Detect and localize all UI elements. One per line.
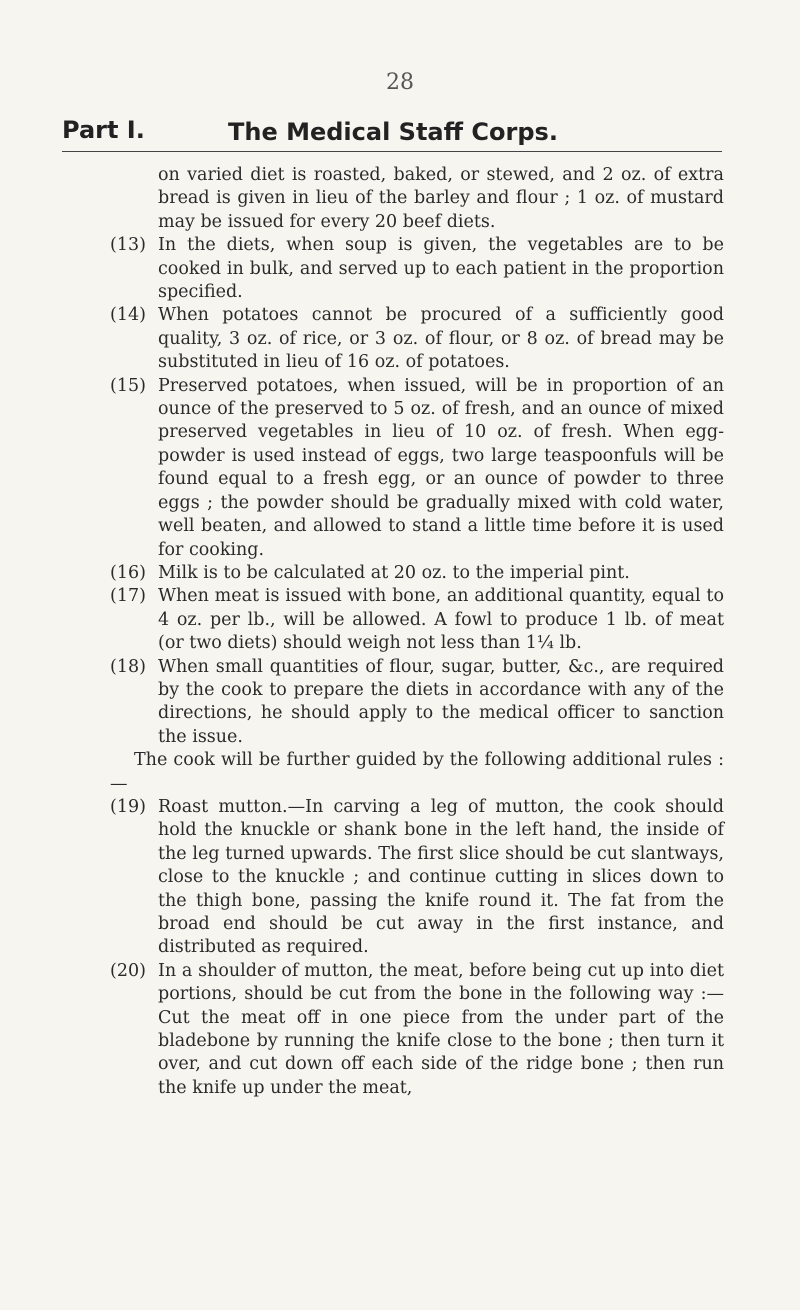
paragraph-text: In a shoulder of mutton, the meat, before being cut up into diet portions, should be cut from the bone in the following way :—Cut the meat off in one piece from the under part of the bladebone by running the knife close to the bone ; then turn it over, and cut down off each side of the ridge bone ; then run the knife up under the meat, — [158, 960, 724, 1098]
paragraph-text: In the diets, when soup is given, the vegetables are to be cooked in bulk, and served up to each patient in the proportion specified. — [158, 235, 724, 303]
paragraph-number: (14) — [110, 305, 146, 326]
paragraph-number: (19) — [110, 796, 146, 817]
paragraph-18 — [0, 656, 724, 750]
paragraph-text: Milk is to be calculated at 20 oz. to the imperial pint. — [158, 562, 630, 583]
paragraph-number: (20) — [110, 960, 146, 981]
paragraph-text: Preserved potatoes, when issued, will be in proportion of an ounce of the preserved to 5 oz. of fresh, and an ounce of mixed preserved vegetables in lieu of 10 oz. of fresh. When egg-powder is used instead of eggs, two large teaspoonfuls will be found equal to a fresh egg, or an ounce of powder to three eggs ; the powder should be gradually mixed with cold water, well beaten, and allowed to stand a little time before it is used for cooking. — [158, 375, 724, 560]
page-number: 28 — [386, 70, 414, 95]
body-text — [0, 164, 800, 1100]
paragraph-number: (15) — [110, 375, 146, 396]
paragraph-17 — [0, 585, 724, 655]
paragraph-number: (16) — [110, 562, 146, 583]
paragraph-13 — [0, 234, 724, 304]
paragraph-number: (17) — [110, 586, 146, 607]
paragraph-number: (13) — [110, 235, 146, 256]
paragraph-text: When small quantities of flour, sugar, butter, &c., are required by the cook to prepare the diets in accordance with any of the directions, he should apply to the medical officer to sanction the issue. — [158, 656, 724, 747]
paragraph-16 — [0, 562, 724, 585]
continuation-paragraph: on varied diet is roasted, baked, or stewed, and 2 oz. of extra bread is given in lieu of the barley and flour ; 1 oz. of mustard may be issued for every 20 beef diets. — [158, 165, 724, 232]
paragraph-text: Roast mutton.—In carving a leg of mutton, the cook should hold the knuckle or shank bone in the left hand, the inside of the leg turned upwards. The first slice should be cut slantways, close to the knuckle ; and continue cutting in slices down to the thigh bone, passing the knife round it. The fat from the broad end should be cut away in the first instance, and distributed as required. — [158, 796, 724, 958]
paragraph-text: When meat is issued with bone, an additional quantity, equal to 4 oz. per lb., will be allowed. A fowl to produce 1 lb. of meat (or two diets) should weigh not less than 1¼ lb. — [158, 586, 724, 654]
running-title: The Medical Staff Corps. — [228, 118, 558, 146]
paragraph-20 — [0, 960, 724, 1100]
header-rule — [62, 151, 722, 152]
paragraph-text: When potatoes cannot be procured of a sufficiently good quality, 3 oz. of rice, or 3 oz. of flour, or 8 oz. of bread may be substituted in lieu of 16 oz. of potatoes. — [158, 305, 724, 373]
paragraph-number: (18) — [110, 656, 146, 677]
interlude-paragraph: The cook will be further guided by the following additional rules :— — [110, 750, 724, 794]
paragraph-14 — [0, 304, 724, 374]
paragraph-19 — [0, 796, 724, 960]
part-label: Part I. — [62, 116, 145, 144]
paragraph-15 — [0, 375, 724, 562]
